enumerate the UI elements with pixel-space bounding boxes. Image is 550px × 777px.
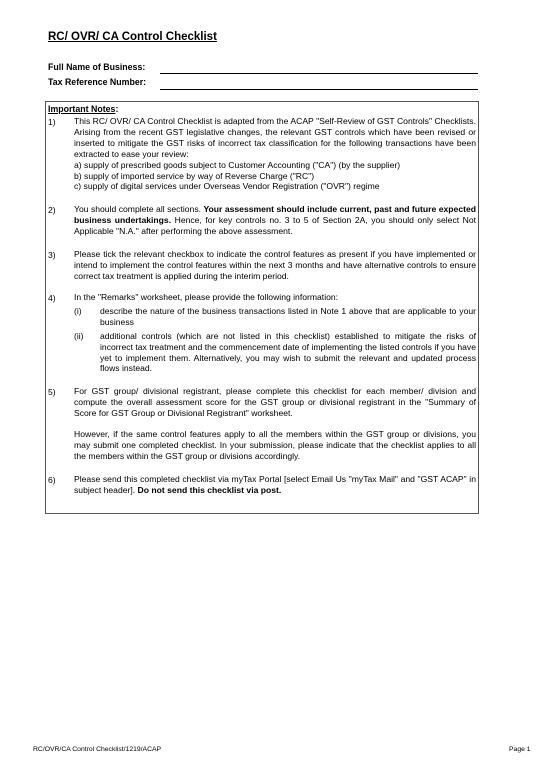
note-5 <box>74 386 476 461</box>
business-name-label: Full Name of Business: <box>48 62 146 72</box>
important-notes-heading: Important Notes: <box>48 104 119 114</box>
note-4 <box>74 292 476 374</box>
note-3-number: 3) <box>48 250 56 260</box>
page-title: RC/ OVR/ CA Control Checklist <box>48 31 217 43</box>
note-4-sub-i: (i) describe the nature of the business transactions listed in Note 1 above that are applicable to your business <box>74 305 476 327</box>
note-1-item-b: b) supply of imported service by way of Reverse Charge ("RC") <box>74 170 315 181</box>
note-5-text: For GST group/ divisional registrant, please complete this checklist for each member/ division and compute the overall assessment score for the GST group or divisional registrant in the "Summary of Score for GST Group or Divisional Registrant" worksheet. <box>74 386 476 418</box>
note-1-number: 1) <box>48 117 56 127</box>
note-3-text: Please tick the relevant checkbox to indicate the control features as present if you have implemented or intend to implement the control features within the next 3 months and have alternative controls to ensure correct tax treatment is applied during the interim period. <box>74 249 476 281</box>
note-1-item-c: c) supply of digital services under Overseas Vendor Registration ("OVR") regime <box>74 181 380 192</box>
note-2: You should complete all sections. Your assessment should include current, past and future expected business undertakings. Hence, for key controls no. 3 to 5 of Section 2A, you should only select Not Applicable "N.A." after performing the above assessment. <box>74 204 476 236</box>
business-name-field[interactable] <box>160 73 478 74</box>
note-1-text: This RC/ OVR/ CA Control Checklist is adapted from the ACAP "Self-Review of GST Controls" Checklists. Arising from the recent GST legislative changes, the relevant GST controls which have been revised or inserted to mitigate the GST risks of incorrect tax classification for the following transactions have been extracted to ease your review: <box>74 116 476 159</box>
note-4-number: 4) <box>48 293 56 303</box>
note-5-text-2: However, if the same control features apply to all the members within the GST group or divisions, you may submit one completed checklist. In your submission, please indicate that the checklist applies to all the members within the GST group or divisions accordingly. <box>74 428 476 461</box>
note-4-text: In the "Remarks" worksheet, please provide the following information: <box>74 292 339 302</box>
note-2-number: 2) <box>48 205 56 215</box>
note-6: Please send this completed checklist via myTax Portal [select Email Us "myTax Mail" and "GST ACAP" in subject header]. Do not send this checklist via post. <box>74 474 476 495</box>
note-6-number: 6) <box>48 475 56 485</box>
tax-reference-field[interactable] <box>160 89 478 90</box>
footer-page-number: Page 1 <box>509 746 531 753</box>
note-1-item-a: a) supply of prescribed goods subject to Customer Accounting ("CA") (by the supplier) <box>74 159 401 170</box>
note-5-number: 5) <box>48 387 56 397</box>
note-4-sub-ii: (ii) additional controls (which are not listed in this checklist) established to mitigate the risks of incorrect tax treatment and the commencement date of implementing the listed controls if you have yet to implement them. Alternatively, you may wish to submit the relevant and updated process flows instead. <box>74 330 476 374</box>
tax-reference-label: Tax Reference Number: <box>48 77 147 87</box>
note-1 <box>74 116 476 192</box>
footer-document-id: RC/OVR/CA Control Checklist/1219/ACAP <box>33 746 162 753</box>
